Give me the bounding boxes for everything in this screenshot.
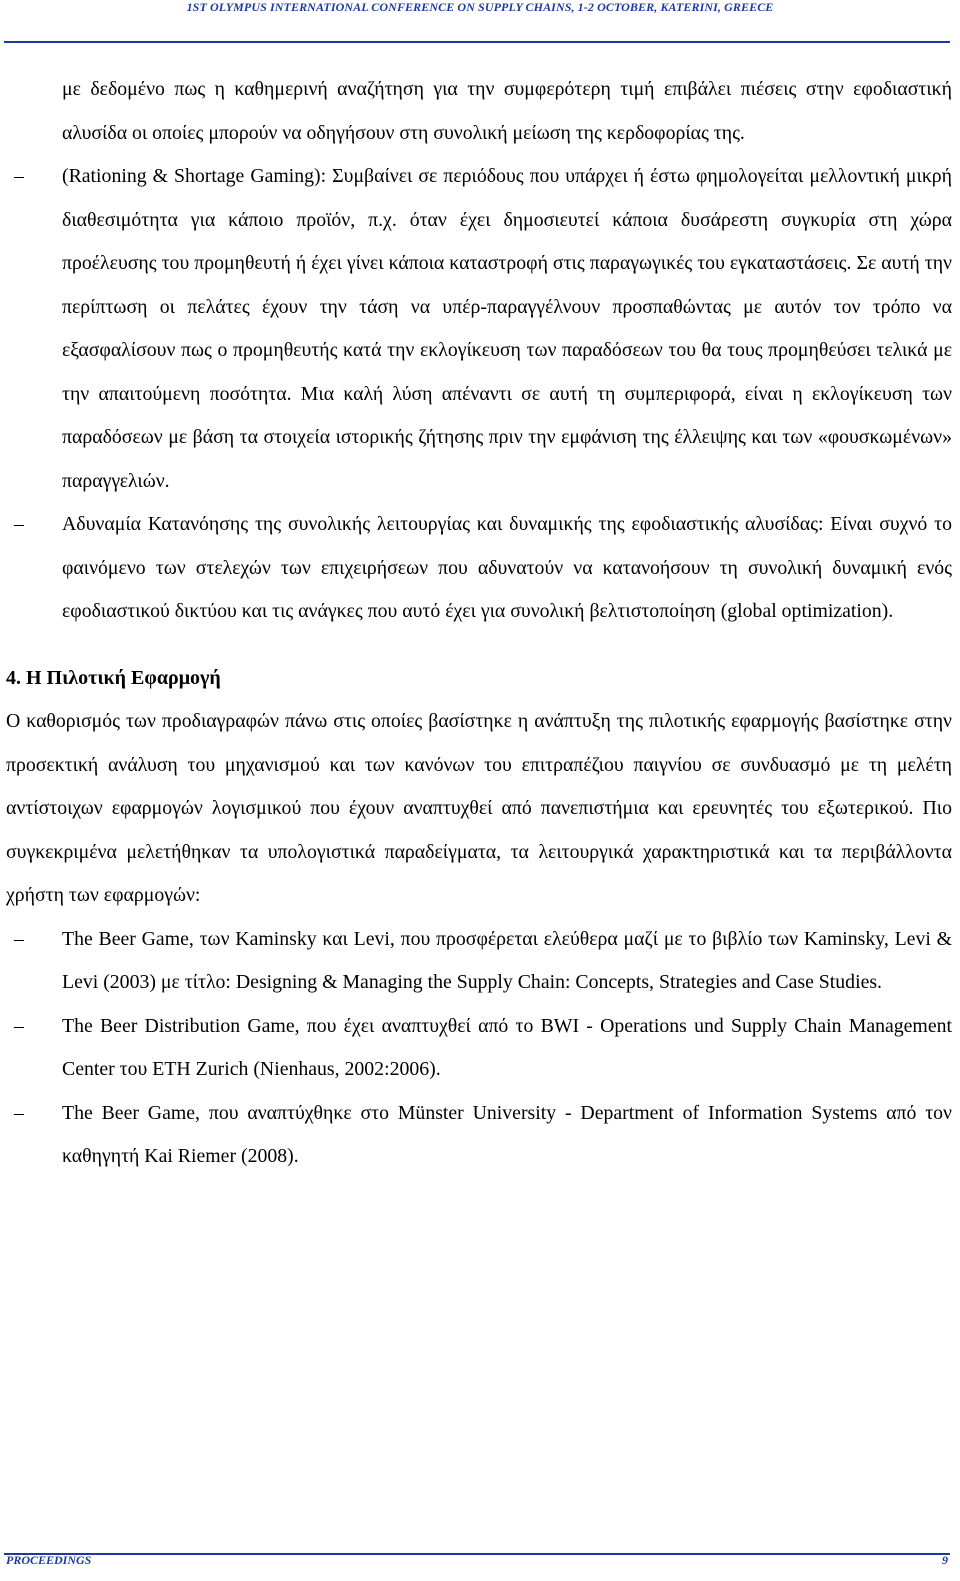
continuation-paragraph: με δεδομένο πως η καθημερινή αναζήτηση για την συμφερότερη τιμή επιβάλει πιέσεις στην εφοδιαστική αλυσίδα οι οποίες μπορούν να οδηγήσουν στη συνολική μείωση της κερδοφορίας της. bbox=[62, 78, 952, 144]
dash-bullet-icon: – bbox=[14, 165, 24, 187]
bullet-text: (Rationing & Shortage Gaming): Συμβαίνει σε περιόδους που υπάρχει ή έστω φημολογείται μελλοντική μικρή διαθεσιμότητα για κάποιο προϊόν, π.χ. όταν έχει δημοσιευτεί κάποια δυσάρεστη συγκυρία στη χώρα προέλευσης του προμηθευτή ή έχει γίνει κάποια καταστροφή στις παραγωγικές του εγκαταστάσεις. Σε αυτή την περίπτωση οι πελάτες έχουν την τάση να υπέρ-παραγγέλνουν προσπαθώντας με αυτόν τον τρόπο να εξασφαλίσουν πως ο προμηθευτής κατά την εκλογίκευση των παραδόσεων του θα τους προμηθεύσει τελικά με την απαιτούμενη ποσότητα. Μια καλή λύση απέναντι σε αυτή τη συμπεριφορά, είναι η εκλογίκευση των παραδόσεων με βάση τα στοιχεία ιστορικής ζήτησης πριν την εμφάνιση της έλλειψης και των «φουσκωμένων» παραγγελιών. bbox=[62, 165, 952, 492]
page-header bbox=[0, 0, 960, 44]
section-heading: 4. Η Πιλοτική Εφαρμογή bbox=[6, 666, 221, 689]
page-body bbox=[0, 68, 960, 1179]
proceedings-label: PROCEEDINGS bbox=[6, 1553, 92, 1567]
bullet-item-understanding bbox=[0, 503, 960, 634]
bullet-item-beer-game-kaminsky bbox=[0, 918, 960, 1005]
bullet-text: The Beer Distribution Game, που έχει αναπτυχθεί από το BWI - Operations und Supply Chain Management Center του ETH Zurich (Nienhaus, 2002:2006). bbox=[62, 1014, 952, 1080]
dash-bullet-icon: – bbox=[14, 927, 24, 950]
page-number: 9 bbox=[942, 1553, 948, 1567]
page-footer bbox=[0, 1548, 960, 1581]
header-divider bbox=[4, 41, 950, 43]
bullet-item-beer-game-munster bbox=[0, 1092, 960, 1179]
bullet-text: The Beer Game, των Kaminsky και Levi, που προσφέρεται ελεύθερα μαζί με το βιβλίο των Kaminsky, Levi & Levi (2003) με τίτλο: Designing & Managing the Supply Chain: Concepts, Strategies and Case Studies. bbox=[62, 927, 952, 993]
conference-title: 1ST OLYMPUS INTERNATIONAL CONFERENCE ON SUPPLY CHAINS, 1-2 OCTOBER, KATERINI, GREECE bbox=[186, 0, 774, 14]
dash-bullet-icon: – bbox=[14, 1101, 24, 1124]
dash-bullet-icon: – bbox=[14, 513, 24, 535]
bullet-text: The Beer Game, που αναπτύχθηκε στο Münster University - Department of Information Systems από τον καθηγητή Kai Riemer (2008). bbox=[62, 1101, 952, 1167]
dash-bullet-icon: – bbox=[14, 1014, 24, 1037]
bullet-item-beer-distribution-game bbox=[0, 1005, 960, 1092]
section-paragraph: Ο καθορισμός των προδιαγραφών πάνω στις οποίες βασίστηκε η ανάπτυξη της πιλοτικής εφαρμογής βασίστηκε στην προσεκτική ανάλυση του μηχανισμού και των κανόνων του επιτραπέζιου παιγνίου σε συνδυασμό με τη μελέτη αντίστοιχων εφαρμογών λογισμικού που έχουν αναπτυχθεί από πανεπιστήμια και ερευνητές του εξωτερικού. Πιο συγκεκριμένα μελετήθηκαν τα υπολογιστικά παραδείγματα, τα λειτουργικά χαρακτηριστικά και τα περιβάλλοντα χρήστη των εφαρμογών: bbox=[6, 710, 952, 906]
bullet-item-rationing bbox=[0, 155, 960, 503]
bullet-text: Αδυναμία Κατανόησης της συνολικής λειτουργίας και δυναμικής της εφοδιαστικής αλυσίδας: Είναι συχνό το φαινόμενο των στελεχών των επιχειρήσεων που αδυνατούν να κατανοήσουν τη συνολική δυναμική ενός εφοδιαστικού δικτύου και τις ανάγκες που αυτό έχει για συνολική βελτιστοποίηση (global optimization). bbox=[62, 513, 952, 622]
footer-divider bbox=[4, 1553, 950, 1555]
